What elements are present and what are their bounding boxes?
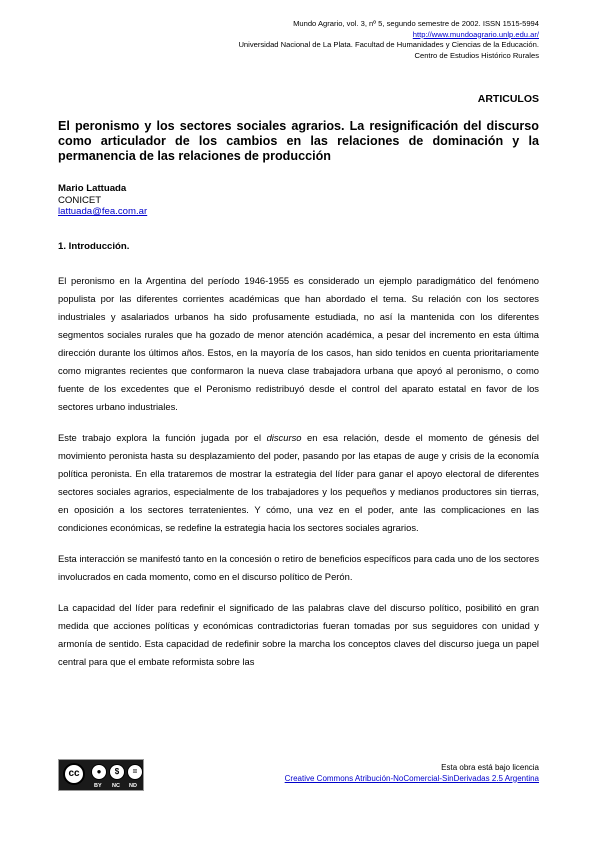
emphasis-discurso: discurso — [266, 432, 302, 443]
license-notice — [285, 763, 539, 784]
author-name: Mario Lattuada — [58, 183, 127, 194]
paragraph-1: El peronismo en la Argentina del período 1946-1955 es considerado un ejemplo paradigmático del fenómeno populista por las diferentes corrientes académicas que han abordado el tema. Su relación con los sectores industriales y asalariados urbanos ha sido profusamente estudiada, no así la mantenida con los diferentes segmentos sociales rurales que ha gozado de menor atención académica, a pesar del incremento en esta última dirección durante los últimos años. Estos, en la mayoría de los casos, han sido tenidos en cuenta prioritariamente como migrantes recientes que conformaron la nueva clase trabajadora urbana que apoyó al peronismo, o como fuente de los excedentes que el Peronismo redistribuyó desde el control del aparato estatal en favor de los sectores urbano industriales. — [58, 275, 539, 412]
noncommercial-icon: $ — [109, 764, 125, 780]
paragraph-3: Esta interacción se manifestó tanto en la concesión o retiro de beneficios específicos para cada uno de los sectores involucrados en cada momento, como en el discurso político de Perón. — [58, 553, 540, 582]
center-line: Centro de Estudios Histórico Rurales — [414, 50, 539, 60]
nd-label: ND — [129, 783, 137, 789]
noderivatives-icon: = — [127, 764, 143, 780]
license-text: Esta obra está bajo licencia — [441, 763, 539, 772]
journal-url-link[interactable]: http://www.mundoagrario.unlp.edu.ar/ — [412, 29, 539, 39]
cc-license-badge-icon[interactable] — [58, 759, 144, 791]
attribution-icon: ● — [91, 764, 107, 780]
nc-label: NC — [112, 783, 120, 789]
cc-logo-icon: cc — [63, 763, 85, 785]
article-title: El peronismo y los sectores sociales agrarios. La resignificación del discurso como articulador de los cambios en las relaciones de dominación y la permanencia de las relaciones de producción — [58, 119, 539, 164]
author-block — [58, 183, 147, 218]
journal-header — [238, 19, 539, 61]
author-affiliation: CONICET — [58, 194, 102, 206]
license-link[interactable]: Creative Commons Atribución-NoComercial-SinDerivadas 2.5 Argentina — [284, 773, 539, 783]
article-body — [58, 272, 539, 684]
paragraph-4: La capacidad del líder para redefinir el significado de las palabras clave del discurso político, posibilitó en gran medida que acciones políticas y económicas contradictorias fueran tomadas por sus seguidores con unidad y armonía de sentido. Esta capacidad de redefinir sobre la marcha los conceptos claves del discurso juega un papel central para que el embate reformista sobre las — [58, 602, 539, 667]
paragraph-2: Este trabajo explora la función jugada por el discurso en esa relación, desde el momento de génesis del movimiento peronista hasta su desplazamiento del poder, pasando por las etapas de auge y crisis de la economía política peronista. En ella trataremos de mostrar la estrategia del líder para ganar el apoyo electoral de diferentes sectores sociales agrarios, especialmente de los trabajadores y los pequeños y medianos productores sin tierras, en oposición a los sectores terratenientes. Y cómo, una vez en el poder, ante las complicaciones en las condiciones económicas, se redefine la estrategia hacia los sectores sociales agrarios. — [58, 432, 540, 533]
journal-citation: Mundo Agrario, vol. 3, nº 5, segundo semestre de 2002. ISSN 1515-5994 — [293, 19, 539, 28]
section-label: ARTICULOS — [477, 93, 539, 105]
author-email-link[interactable]: lattuada@fea.com.ar — [58, 206, 148, 217]
by-label: BY — [94, 783, 102, 789]
section-heading: 1. Introducción. — [58, 241, 130, 252]
university-line: Universidad Nacional de La Plata. Facultad de Humanidades y Ciencias de la Educación. — [238, 40, 539, 50]
